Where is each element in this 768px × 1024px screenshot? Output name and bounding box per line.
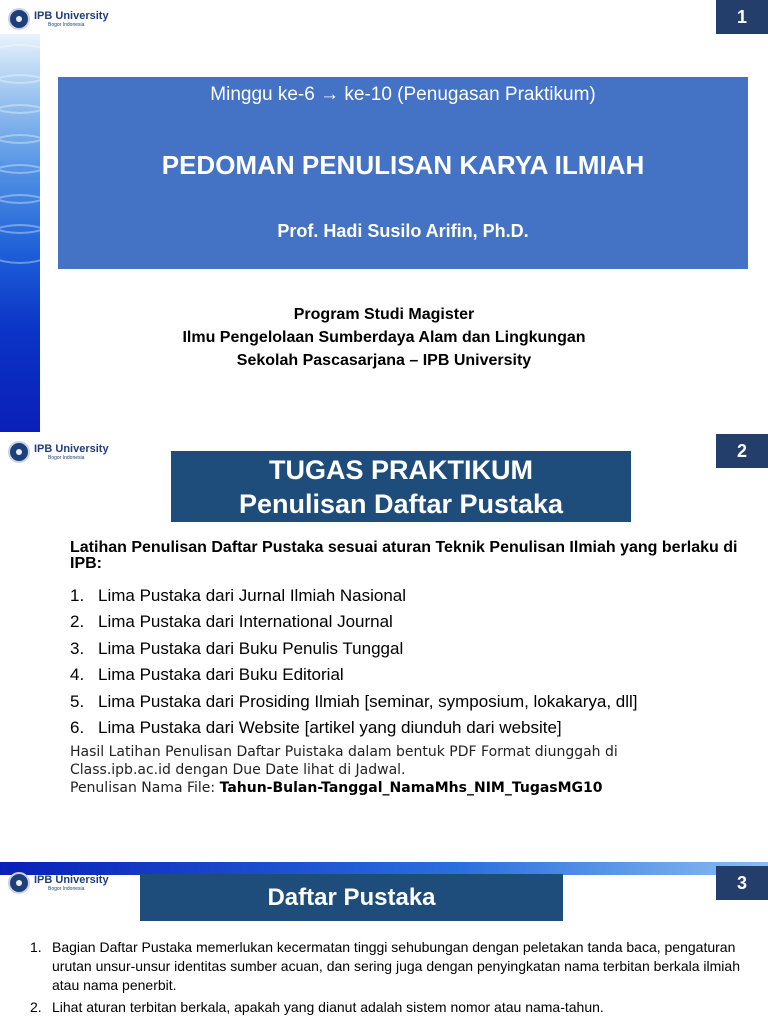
program-info	[0, 303, 768, 372]
logo-name: IPB University	[34, 442, 109, 455]
assignment-list	[70, 583, 760, 741]
list-item: 6. Lima Pustaka dari Website [artikel yang diunduh dari website]	[70, 717, 562, 737]
list-item: 1. Bagian Daftar Pustaka memerlukan kecermatan tinggi sehubungan dengan peletakan tanda baca, pengaturan urutan unsur-unsur identitas sumber acuan, dan sering juga dengan penyingkatan nama terbitan berkala ilmiah atau nama penerbit.	[30, 939, 740, 993]
list-item: 4. Lima Pustaka dari Buku Editorial	[70, 665, 344, 685]
logo-sub: Bogor Indonesia	[48, 885, 85, 892]
ipb-seal-icon	[8, 872, 30, 894]
list-item: 5. Lima Pustaka dari Prosiding Ilmiah [seminar, symposium, lokakarya, dll]	[70, 691, 638, 711]
ipb-logo	[8, 441, 109, 463]
author-name: Prof. Hadi Susilo Arifin, Ph.D.	[277, 221, 529, 241]
slide-1	[0, 0, 768, 432]
logo-name: IPB University	[34, 873, 109, 886]
page-number: 2	[716, 434, 768, 468]
ipb-seal-icon	[8, 441, 30, 463]
program-line: Program Studi Magister	[293, 306, 475, 323]
list-item: 1. Lima Pustaka dari Jurnal Ilmiah Nasional	[70, 586, 407, 605]
slide-title: PEDOMAN PENULISAN KARYA ILMIAH	[161, 150, 645, 180]
slide-2	[0, 432, 768, 862]
ipb-seal-icon	[8, 8, 30, 30]
filename-value: Tahun-Bulan-Tanggal_NamaMhs_NIM_TugasMG10	[219, 780, 603, 796]
logo-sub: Bogor Indonesia	[48, 21, 85, 28]
page-number: 3	[716, 866, 768, 900]
title-line-1: TUGAS PRAKTIKUM	[269, 455, 533, 485]
ipb-logo	[8, 8, 109, 30]
list-item: 2. Lihat aturan terbitan berkala, apakah yang dianut adalah sistem nomor atau nama-tahun.	[30, 999, 604, 1015]
submission-notes	[70, 743, 760, 797]
logo-name: IPB University	[34, 9, 109, 22]
title-line-2: Penulisan Daftar Pustaka	[238, 489, 564, 519]
note-line: Class.ipb.ac.id dengan Due Date lihat di Jadwal.	[70, 762, 406, 778]
list-item: 3. Lima Pustaka dari Buku Penulis Tunggal	[70, 638, 404, 658]
filename-line: Penulisan Nama File: Tahun-Bulan-Tanggal_NamaMhs_NIM_TugasMG10	[70, 780, 603, 796]
page-number: 1	[716, 0, 768, 34]
title-box	[58, 77, 748, 269]
ipb-logo	[8, 872, 109, 894]
intro-text: Latihan Penulisan Daftar Pustaka sesuai aturan Teknik Penulisan Ilmiah yang berlaku di IPB:	[70, 539, 738, 572]
slide-title-box	[171, 451, 631, 522]
note-line: Hasil Latihan Penulisan Daftar Puistaka dalam bentuk PDF Format diunggah di	[70, 744, 618, 760]
slide-title: Daftar Pustaka	[140, 874, 563, 921]
guideline-list	[30, 938, 740, 1020]
week-label: Minggu ke-6 → ke-10 (Penugasan Praktikum)	[210, 84, 596, 105]
slide-3	[0, 862, 768, 1024]
logo-sub: Bogor Indonesia	[48, 454, 85, 461]
list-item: 2. Lima Pustaka dari International Journal	[70, 612, 393, 632]
program-line: Ilmu Pengelolaan Sumberdaya Alam dan Lingkungan	[182, 329, 586, 346]
decorative-stripe	[0, 34, 40, 432]
program-line: Sekolah Pascasarjana – IPB University	[236, 352, 532, 369]
